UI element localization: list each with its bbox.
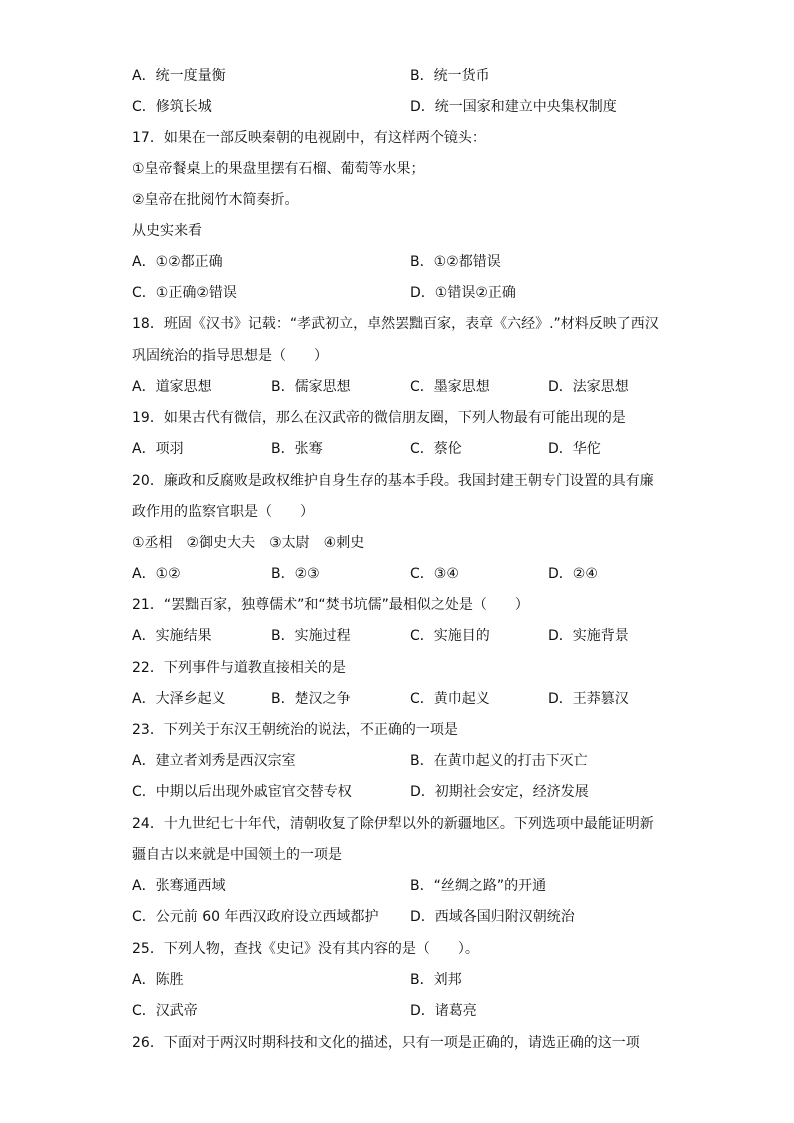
q22-option-d: D．王莽篡汉 <box>548 691 629 707</box>
q16-option-a: A．统一度量衡 <box>132 68 226 84</box>
q19-stem: 19．如果古代有微信，那么在汉武帝的微信朋友圈，下列人物最有可能出现的是 <box>132 410 626 426</box>
q20-stem-line-1: 20．廉政和反腐败是政权维护自身生存的基本手段。我国封建王朝专门设置的具有廉 <box>132 473 654 489</box>
q18-option-d: D．法家思想 <box>548 379 629 395</box>
q18-stem-line-2: 巩固统治的指导思想是（ ） <box>132 348 328 364</box>
q24-option-d: D．西域各国归附汉朝统治 <box>410 909 575 925</box>
q17-statement-2: ②皇帝在批阅竹木简奏折。 <box>132 192 299 208</box>
q20-option-b: B．②③ <box>271 566 320 582</box>
q22-option-b: B．楚汉之争 <box>271 691 351 707</box>
q23-stem: 23．下列关于东汉王朝统治的说法，不正确的一项是 <box>132 722 458 738</box>
q18-option-a: A．道家思想 <box>132 379 212 395</box>
q18-stem-line-1: 18．班固《汉书》记载：“孝武初立，卓然罢黜百家，表章《六经》.”材料反映了西汉 <box>132 316 659 332</box>
q25-option-d: D．诸葛亮 <box>410 1003 477 1019</box>
q23-option-d: D．初期社会安定，经济发展 <box>410 784 589 800</box>
q19-option-d: D．华佗 <box>548 441 601 457</box>
q18-option-b: B．儒家思想 <box>271 379 351 395</box>
q20-stem-line-2: 政作用的监察官职是（ ） <box>132 504 314 520</box>
q22-option-a: A．大泽乡起义 <box>132 691 226 707</box>
q16-option-b: B．统一货币 <box>410 68 490 84</box>
q20-option-c: C．③④ <box>410 566 459 582</box>
q24-option-a: A．张骞通西域 <box>132 878 226 894</box>
q20-option-d: D．②④ <box>548 566 598 582</box>
q25-stem: 25．下列人物，查找《史记》没有其内容的是（ ）。 <box>132 941 479 957</box>
q19-option-c: C．蔡伦 <box>410 441 462 457</box>
q21-option-c: C．实施目的 <box>410 628 490 644</box>
q16-option-c: C．修筑长城 <box>132 99 212 115</box>
q22-stem: 22．下列事件与道教直接相关的是 <box>132 660 346 676</box>
q18-option-c: C．墨家思想 <box>410 379 490 395</box>
q17-stem: 17．如果在一部反映秦朝的电视剧中，有这样两个镜头： <box>132 130 486 146</box>
q23-option-a: A．建立者刘秀是西汉宗室 <box>132 753 296 769</box>
q24-option-b: B．“丝绸之路”的开通 <box>410 878 547 894</box>
q24-stem-line-2: 疆自古以来就是中国领土的一项是 <box>132 847 342 863</box>
q21-option-a: A．实施结果 <box>132 628 212 644</box>
q17-statement-1: ①皇帝餐桌上的果盘里摆有石榴、葡萄等水果； <box>132 161 425 177</box>
q24-stem-line-1: 24．十九世纪七十年代，清朝收复了除伊犁以外的新疆地区。下列选项中最能证明新 <box>132 816 654 832</box>
q26-stem: 26．下面对于两汉时期科技和文化的描述，只有一项是正确的，请选正确的这一项 <box>132 1035 640 1051</box>
q17-statement-3: 从史实来看 <box>132 223 202 239</box>
q22-option-c: C．黄巾起义 <box>410 691 490 707</box>
q21-stem: 21．“罢黜百家，独尊儒术”和“焚书坑儒”最相似之处是（ ） <box>132 597 529 613</box>
q20-option-a: A．①② <box>132 566 181 582</box>
q16-option-d: D．统一国家和建立中央集权制度 <box>410 99 617 115</box>
q25-option-a: A．陈胜 <box>132 972 184 988</box>
q17-option-a: A．①②都正确 <box>132 254 223 270</box>
q21-option-b: B．实施过程 <box>271 628 351 644</box>
q17-option-b: B．①②都错误 <box>410 254 501 270</box>
q17-option-c: C．①正确②错误 <box>132 285 237 301</box>
q17-option-d: D．①错误②正确 <box>410 285 516 301</box>
q25-option-c: C．汉武帝 <box>132 1003 198 1019</box>
q23-option-c: C．中期以后出现外戚宦官交替专权 <box>132 784 352 800</box>
q23-option-b: B．在黄巾起义的打击下灭亡 <box>410 753 588 769</box>
q21-option-d: D．实施背景 <box>548 628 629 644</box>
q25-option-b: B．刘邦 <box>410 972 462 988</box>
q24-option-c: C．公元前 60 年西汉政府设立西域都护 <box>132 909 379 925</box>
q19-option-a: A．项羽 <box>132 441 184 457</box>
q19-option-b: B．张骞 <box>271 441 323 457</box>
q20-statements: ①丞相 ②御史大夫 ③太尉 ④刺史 <box>132 535 365 551</box>
